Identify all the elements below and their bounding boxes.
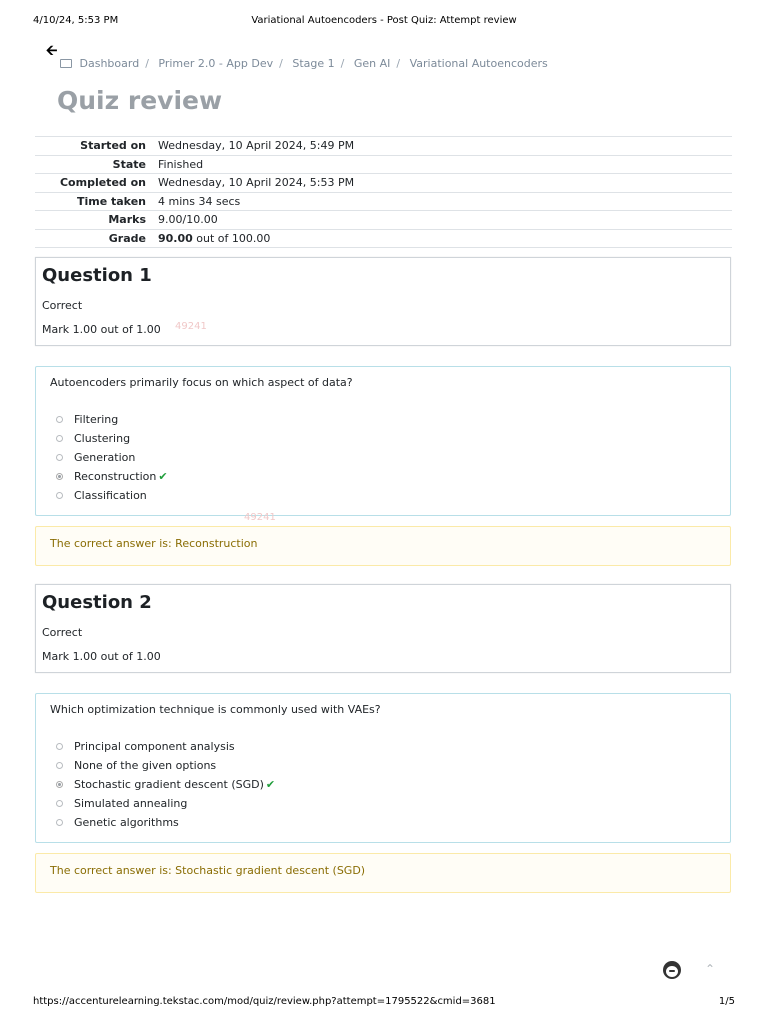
summary-row (35, 192, 732, 211)
summary-row (35, 211, 732, 230)
option-label: Genetic algorithms (74, 816, 179, 829)
summary-label: Grade (108, 231, 146, 245)
chevron-up-icon[interactable]: ⌃ (705, 962, 716, 976)
radio-button-checked[interactable] (56, 781, 63, 788)
summary-label: Completed on (59, 176, 146, 190)
radio-button[interactable] (56, 454, 63, 461)
option-label: None of the given options (74, 759, 217, 772)
watermark: 49241 (175, 321, 207, 332)
option-label: Reconstruction (74, 470, 157, 483)
question-2-info (35, 584, 731, 673)
summary-value: 9.00/10.00 (158, 213, 218, 227)
summary-value: Finished (158, 157, 204, 171)
radio-button[interactable] (56, 762, 63, 769)
answer-options (56, 737, 275, 832)
breadcrumb-quiz[interactable]: Variational Autoencoders (409, 57, 548, 70)
answer-option[interactable] (56, 756, 275, 775)
summary-label: State (112, 157, 146, 171)
print-page-number: 1/5 (718, 996, 735, 1007)
option-label: Classification (74, 489, 147, 502)
summary-value: 4 mins 34 secs (158, 194, 241, 208)
question-text: Autoencoders primarily focus on which aspect of data? (50, 376, 353, 389)
check-icon: ✔ (158, 470, 168, 483)
print-title: Variational Autoencoders - Post Quiz: Attempt review (251, 15, 517, 26)
summary-label: Time taken (76, 194, 146, 208)
summary-row (35, 229, 732, 248)
radio-button[interactable] (56, 435, 63, 442)
summary-row (35, 137, 732, 156)
answer-option-selected[interactable] (56, 775, 275, 794)
answer-option[interactable] (56, 813, 275, 832)
radio-button[interactable] (56, 800, 63, 807)
option-label: Stochastic gradient descent (SGD) (74, 778, 264, 791)
answer-option-selected[interactable] (56, 467, 168, 486)
radio-button[interactable] (56, 492, 63, 499)
answer-options (56, 410, 168, 505)
breadcrumb: Dashboard / Primer 2.0 - App Dev / Stage 1 / Gen AI / Variational Autoencoders (60, 57, 548, 70)
summary-label: Started on (80, 139, 146, 153)
question-heading: Question 1 (42, 265, 152, 286)
print-url: https://accenturelearning.tekstac.com/mod/quiz/review.php?attempt=1795522&cmid=3681 (33, 996, 496, 1007)
radio-button[interactable] (56, 819, 63, 826)
breadcrumb-dashboard[interactable]: Dashboard (79, 57, 140, 70)
summary-label: Marks (108, 213, 146, 227)
summary-value: Wednesday, 10 April 2024, 5:49 PM (158, 139, 355, 153)
summary-value (152, 229, 732, 248)
attempt-summary-table (35, 136, 732, 248)
dashboard-icon (60, 59, 72, 68)
answer-option[interactable] (56, 448, 168, 467)
option-label: Principal component analysis (74, 740, 235, 753)
option-label: Simulated annealing (74, 797, 188, 810)
breadcrumb-stage[interactable]: Stage 1 (292, 57, 335, 70)
grade-value: 90.00 (158, 231, 193, 245)
radio-button[interactable] (56, 743, 63, 750)
correct-answer-text: The correct answer is: Reconstruction (50, 537, 258, 550)
summary-value: Wednesday, 10 April 2024, 5:53 PM (158, 176, 355, 190)
answer-option[interactable] (56, 410, 168, 429)
option-label: Filtering (74, 413, 119, 426)
question-text: Which optimization technique is commonly used with VAEs? (50, 703, 381, 716)
avatar-icon[interactable] (663, 961, 681, 979)
question-state: Correct (42, 626, 83, 639)
print-datetime: 4/10/24, 5:53 PM (33, 15, 119, 26)
question-state: Correct (42, 299, 83, 312)
answer-option[interactable] (56, 429, 168, 448)
question-grade: Mark 1.00 out of 1.00 (42, 650, 161, 663)
check-icon: ✔ (265, 778, 276, 791)
breadcrumb-course[interactable]: Primer 2.0 - App Dev (158, 57, 274, 70)
question-grade: Mark 1.00 out of 1.00 (42, 323, 161, 336)
radio-button-checked[interactable] (56, 473, 63, 480)
summary-row (35, 155, 732, 174)
answer-option[interactable] (56, 486, 168, 505)
breadcrumb-section[interactable]: Gen AI (353, 57, 391, 70)
question-1-info (35, 257, 731, 346)
question-2-feedback (35, 853, 731, 893)
summary-row (35, 174, 732, 193)
radio-button[interactable] (56, 416, 63, 423)
correct-answer-text: The correct answer is: Stochastic gradient descent (SGD) (50, 864, 366, 877)
answer-option[interactable] (56, 794, 275, 813)
page-title: Quiz review (57, 86, 223, 115)
option-label: Clustering (74, 432, 131, 445)
arrow-left-icon[interactable]: 🡨 (46, 43, 58, 59)
grade-out-of: out of 100.00 (192, 231, 271, 245)
question-heading: Question 2 (42, 592, 152, 613)
option-label: Generation (74, 451, 136, 464)
question-1-content (35, 366, 731, 516)
question-2-content (35, 693, 731, 843)
watermark: 49241 (244, 512, 276, 523)
question-1-feedback (35, 526, 731, 566)
answer-option[interactable] (56, 737, 275, 756)
